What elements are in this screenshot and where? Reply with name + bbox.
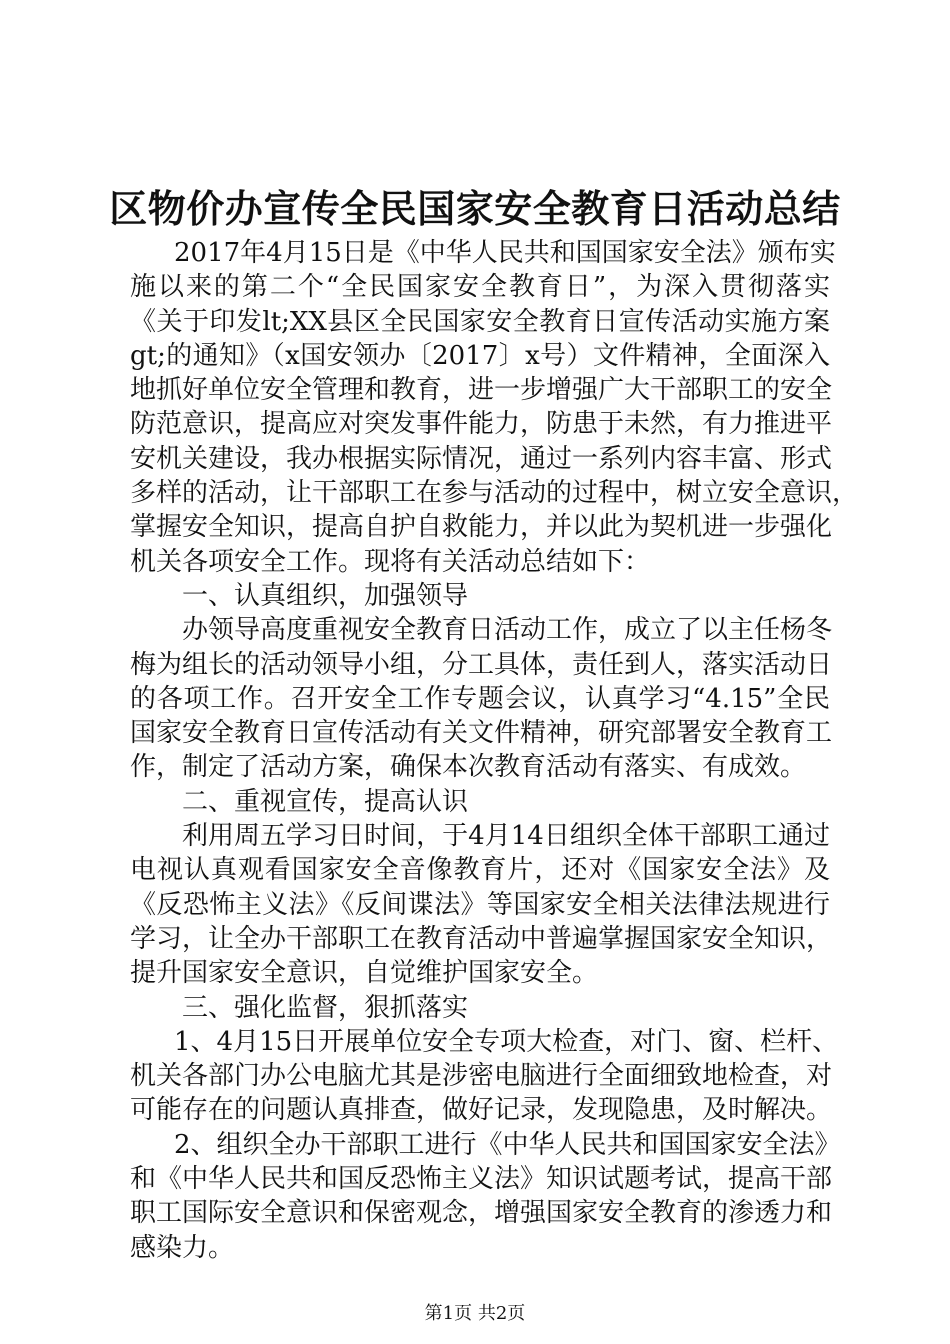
paragraph-line: 职工国际安全意识和保密观念，增强国家安全教育的渗透力和 — [130, 1198, 833, 1229]
paragraph-line: 安机关建设，我办根据实际情况，通过一系列内容丰富、形式 — [130, 443, 833, 474]
paragraph-line: gt;的通知》（x国安领办〔2017〕x号）文件精神，全面深入 — [130, 340, 830, 371]
section-heading: 二、重视宣传，提高认识 — [182, 786, 469, 817]
document-body — [130, 236, 859, 1265]
paragraph-line: 提升国家安全意识，自觉维护国家安全。 — [130, 958, 599, 989]
paragraph-line: 1、4月15日开展单位安全专项大检查，对门、窗、栏杆、 — [174, 1026, 839, 1057]
paragraph-line: 可能存在的问题认真排查，做好记录，发现隐患，及时解决。 — [130, 1095, 833, 1126]
paragraph-line: 《反恐怖主义法》《反间谍法》等国家安全相关法律法规进行 — [130, 889, 830, 920]
paragraph-line: 多样的活动，让干部职工在参与活动的过程中，树立安全意识， — [130, 478, 859, 509]
paragraph-line: 施以来的第二个“全民国家安全教育日”，为深入贯彻落实 — [130, 272, 830, 303]
paragraph-line: 学习，让全办干部职工在教育活动中普遍掌握国家安全知识， — [130, 923, 833, 954]
paragraph-line: 的各项工作。召开安全工作专题会议，认真学习“4.15”全民 — [130, 683, 830, 714]
paragraph-line: 感染力。 — [130, 1232, 235, 1263]
paragraph-line: 利用周五学习日时间，于4月14日组织全体干部职工通过 — [182, 821, 830, 852]
paragraph-line: 2、组织全办干部职工进行《中华人民共和国国家安全法》 — [174, 1129, 841, 1160]
paragraph-line: 国家安全教育日宣传活动有关文件精神，研究部署安全教育工 — [130, 718, 833, 749]
section-heading: 一、认真组织，加强领导 — [182, 580, 469, 611]
paragraph-line: 2017年4月15日是《中华人民共和国国家安全法》颁布实 — [174, 238, 836, 268]
paragraph-line: 作，制定了活动方案，确保本次教育活动有落实、有成效。 — [130, 752, 807, 783]
paragraph-line: 和《中华人民共和国反恐怖主义法》知识试题考试，提高干部 — [130, 1164, 833, 1195]
paragraph-line: 梅为组长的活动领导小组，分工具体，责任到人，落实活动日 — [130, 649, 833, 680]
page-number-footer: 第1页 共2页 — [424, 1303, 526, 1324]
paragraph-line: 机关各项安全工作。现将有关活动总结如下： — [130, 546, 651, 577]
document-title: 区物价办宣传全民国家安全教育日活动总结 — [109, 186, 841, 231]
paragraph-line: 防范意识，提高应对突发事件能力，防患于未然，有力推进平 — [130, 409, 833, 440]
paragraph-line: 电视认真观看国家安全音像教育片，还对《国家安全法》及 — [130, 855, 830, 886]
paragraph-line: 《关于印发lt;XX县区全民国家安全教育日宣传活动实施方案 — [130, 306, 830, 337]
paragraph-line: 掌握安全知识，提高自护自救能力，并以此为契机进一步强化 — [130, 512, 833, 543]
section-heading: 三、强化监督，狠抓落实 — [182, 992, 469, 1023]
paragraph-line: 地抓好单位安全管理和教育，进一步增强广大干部职工的安全 — [130, 375, 833, 406]
paragraph-line: 办领导高度重视安全教育日活动工作，成立了以主任杨冬 — [182, 615, 833, 646]
paragraph-line: 机关各部门办公电脑尤其是涉密电脑进行全面细致地检查，对 — [130, 1061, 833, 1092]
